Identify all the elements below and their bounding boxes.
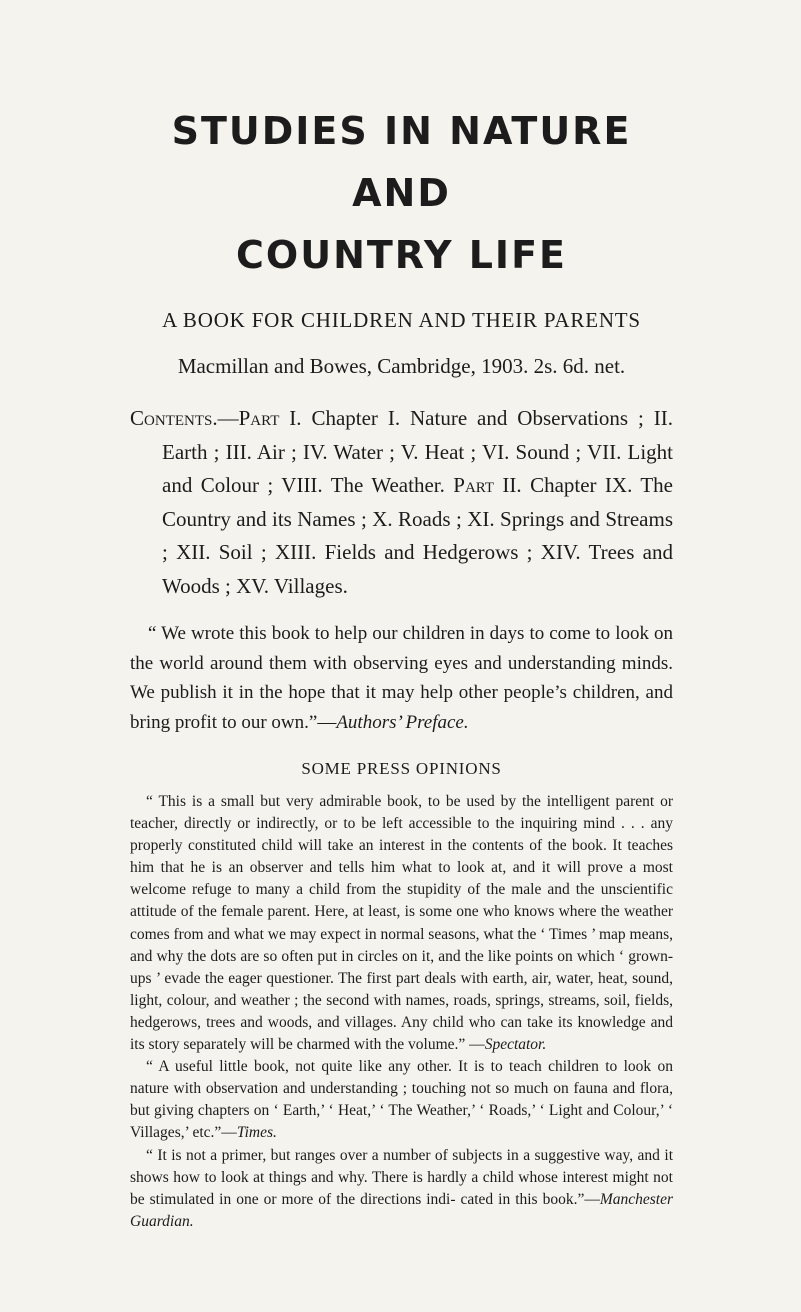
press-opinions-heading: SOME PRESS OPINIONS — [301, 759, 502, 778]
part-2-chapters: Chapter IX. The Country and its Names ; X. Roads ; XI. Springs and Streams ; XII. Soil ; XIII. Fields and Hedgerows ; XIV. Trees and Woods ; XV. Villages. — [162, 473, 673, 598]
review-text: “ A useful little book, not quite like any other. It is to teach children to look on nature with observation and understanding ; touching not so much on fauna and flora, but giving chapters on ‘ Earth,’ ‘ Heat,’ ‘ The Weather,’ ‘ Roads,’ ‘ Light and Colour,’ ‘ Villages,’ etc.”— — [130, 1058, 673, 1142]
publisher-line: Macmillan and Bowes, Cambridge, 1903. 2s. 6d. net. — [177, 354, 626, 378]
subtitle: A BOOK FOR CHILDREN AND THEIR PARENTS — [162, 308, 641, 332]
contents-paragraph: Contents.—Part I. Chapter I. Nature and Observations ; II. Earth ; III. Air ; IV. Water ; V. Heat ; VI. Sound ; VII. Light and Colour ; VIII. The Weather. Part II. Chapter IX. The Country and its Names ; X. Roads ; XI. Springs and Streams ; XII. Soil ; XIII. Fields and Hedgerows ; XIV. Trees and Woods ; XV. Villages. — [130, 406, 673, 598]
title-line-2: COUNTRY LIFE — [236, 233, 567, 277]
review-source: Manchester Guardian. — [130, 1190, 673, 1230]
contents-label: Contents. — [130, 406, 218, 430]
review-times — [130, 1056, 673, 1144]
review-source: Spectator. — [484, 1036, 547, 1054]
title-line-1: STUDIES IN NATURE AND — [171, 109, 632, 215]
authors-quote — [130, 619, 673, 737]
review-source: Times. — [236, 1124, 277, 1142]
review-spectator — [130, 791, 673, 1056]
review-text: “ This is a small but very admirable book, to be used by the intelligent parent or teacher, directly or indirectly, or to be left accessible to the inquiring mind . . . any properly constituted child will take an interest in the contents of the book. It teaches him that he is an observer and tells him what to look at, and it will prove a most welcome refuge to many a child from the stupidity of the male and the unscientific attitude of the female parent. Here, at least, is some one who knows where the weather comes from and what we may expect in normal seasons, what the ‘ Times ’ map means, and why the dots are so often put in circles on it, and the like points on which ‘ grown-ups ’ evade the eager questioner. The first part deals with earth, air, water, heat, sound, light, colour, and weather ; the second with names, roads, springs, streams, soil, fields, hedgerows, trees and woods, and villages. Any child who can take its knowledge and its story separately will be charmed with the volume.” — — [130, 793, 673, 1054]
review-text: “ It is not a primer, but ranges over a number of subjects in a suggestive way, and it shows how to look at things and why. There is hardly a child whose interest might not be stimulated in one or more of the directions indi- cated in this book.”— — [130, 1146, 673, 1208]
part-1-chapters: Chapter I. Nature and Observations ; II. Earth ; III. Air ; IV. Water ; V. Heat ; VI. Sound ; VII. Light and Colour ; VIII. The Weather. — [162, 406, 673, 497]
authors-quote-text: “ We wrote this book to help our children in days to come to look on the world around them with observing eyes and understanding minds. We publish it in the hope that it may help other people’s children, and bring profit to our own.”— — [130, 623, 673, 733]
authors-quote-source: Authors’ Preface. — [336, 711, 469, 733]
part-1-label: Part I. — [238, 406, 302, 430]
review-manchester-guardian — [130, 1145, 673, 1233]
part-2-label: Part II. — [453, 473, 522, 497]
